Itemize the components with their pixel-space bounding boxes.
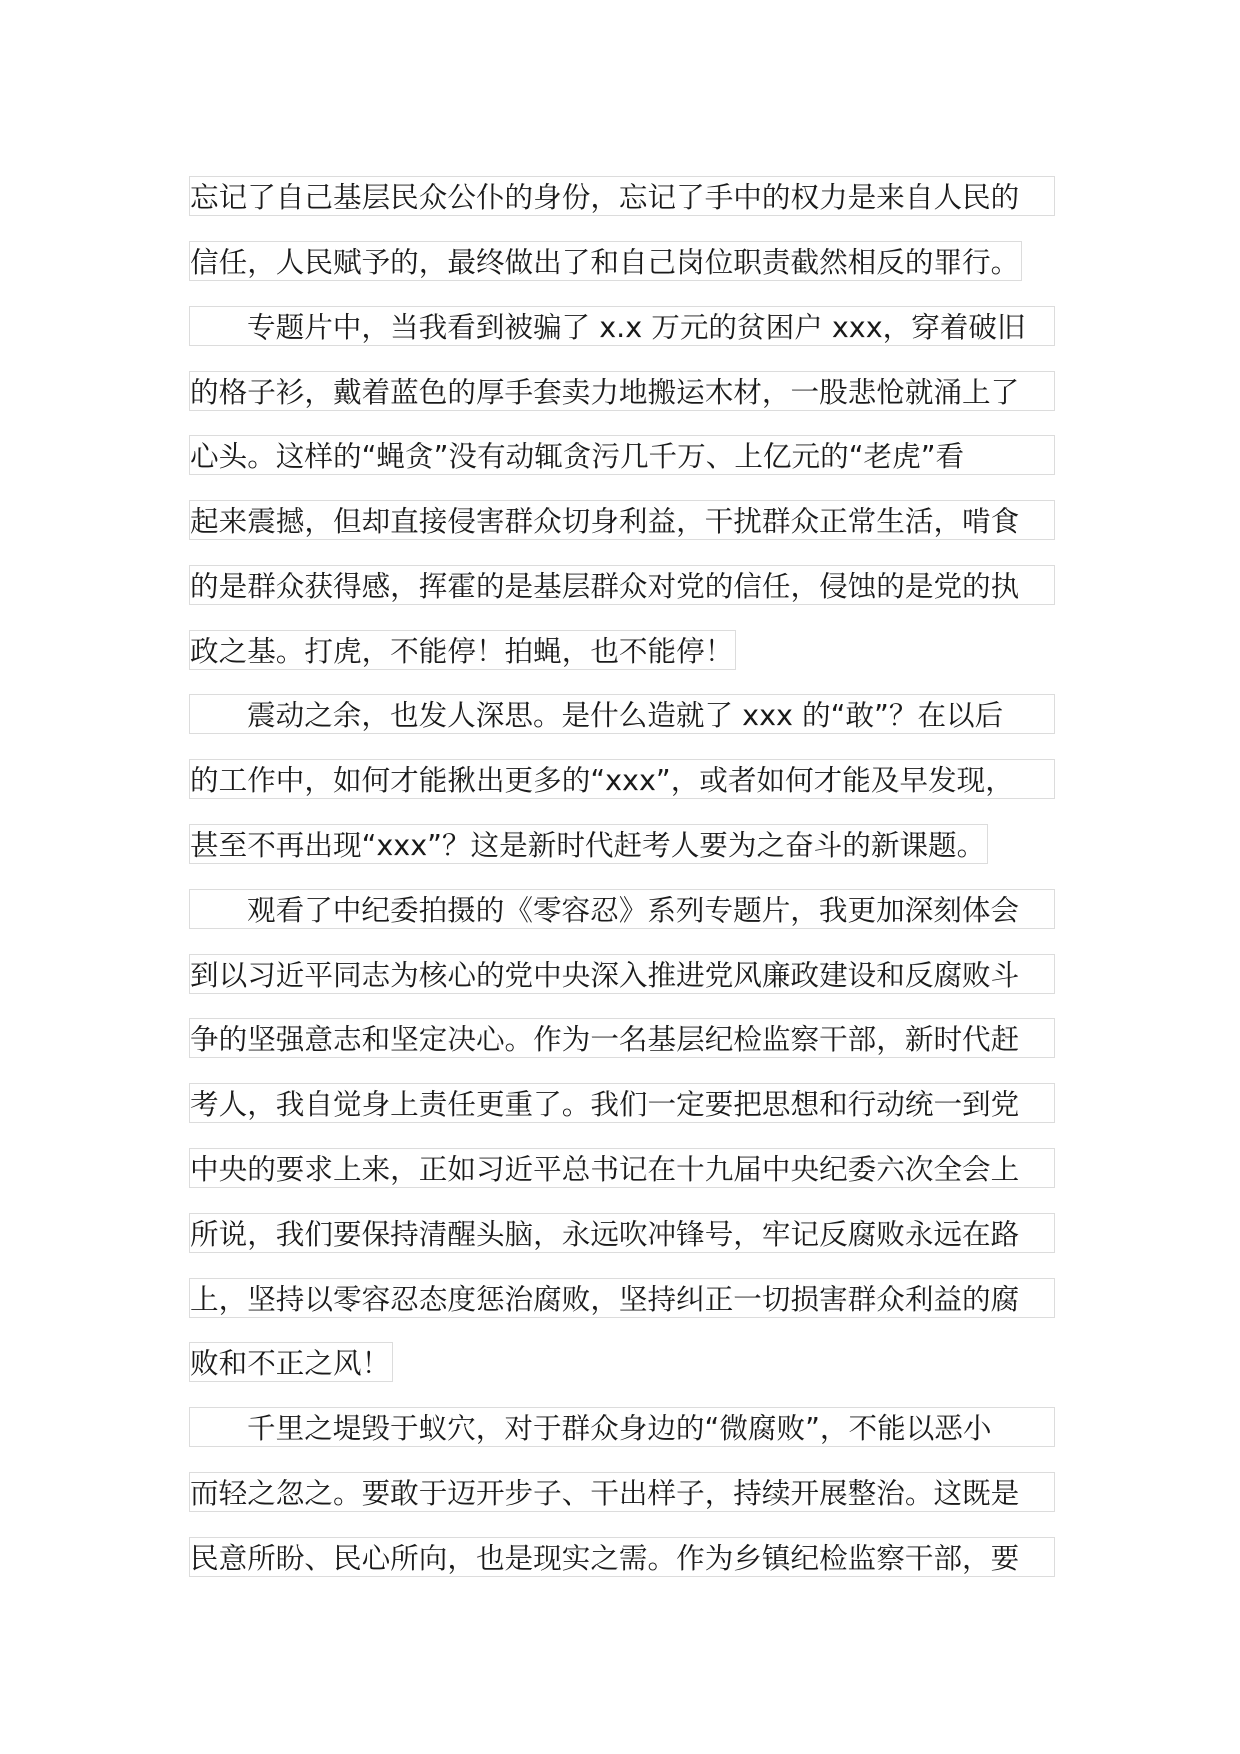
- text-line: 考人，我自觉身上责任更重了。我们一定要把思想和行动统一到党: [189, 1083, 1055, 1123]
- text-line: 忘记了自己基层民众公仆的身份，忘记了手中的权力是来自人民的: [189, 176, 1055, 216]
- text-line: 民意所盼、民心所向，也是现实之需。作为乡镇纪检监察干部，要: [189, 1537, 1055, 1577]
- text-line: 震动之余，也发人深思。是什么造就了 xxx 的“敢”？在以后: [189, 694, 1055, 734]
- text-line: 专题片中，当我看到被骗了 x.x 万元的贫困户 xxx，穿着破旧: [189, 306, 1055, 346]
- text-line: 起来震撼，但却直接侵害群众切身利益，干扰群众正常生活，啃食: [189, 500, 1055, 540]
- text-line: 败和不正之风！: [189, 1342, 393, 1382]
- text-line: 心头。这样的“蝇贪”没有动辄贪污几千万、上亿元的“老虎”看: [189, 435, 1055, 475]
- text-line: 政之基。打虎，不能停！拍蝇，也不能停！: [189, 630, 736, 670]
- text-line: 争的坚强意志和坚定决心。作为一名基层纪检监察干部，新时代赶: [189, 1018, 1055, 1058]
- text-line: 上，坚持以零容忍态度惩治腐败，坚持纠正一切损害群众利益的腐: [189, 1278, 1055, 1318]
- text-line: 而轻之忽之。要敢于迈开步子、干出样子，持续开展整治。这既是: [189, 1472, 1055, 1512]
- text-line: 观看了中纪委拍摄的《零容忍》系列专题片，我更加深刻体会: [189, 889, 1055, 929]
- text-line: 的工作中，如何才能揪出更多的“xxx”，或者如何才能及早发现，: [189, 759, 1055, 799]
- text-line: 信任，人民赋予的，最终做出了和自己岗位职责截然相反的罪行。: [189, 241, 1022, 281]
- text-line: 千里之堤毁于蚁穴，对于群众身边的“微腐败”，不能以恶小: [189, 1407, 1055, 1447]
- text-line: 中央的要求上来，正如习近平总书记在十九届中央纪委六次全会上: [189, 1148, 1055, 1188]
- text-line: 的是群众获得感，挥霍的是基层群众对党的信任，侵蚀的是党的执: [189, 565, 1055, 605]
- text-line: 甚至不再出现“xxx”？这是新时代赶考人要为之奋斗的新课题。: [189, 824, 988, 864]
- text-line: 所说，我们要保持清醒头脑，永远吹冲锋号，牢记反腐败永远在路: [189, 1213, 1055, 1253]
- text-line: 的格子衫，戴着蓝色的厚手套卖力地搬运木材，一股悲怆就涌上了: [189, 371, 1055, 411]
- text-line: 到以习近平同志为核心的党中央深入推进党风廉政建设和反腐败斗: [189, 954, 1055, 994]
